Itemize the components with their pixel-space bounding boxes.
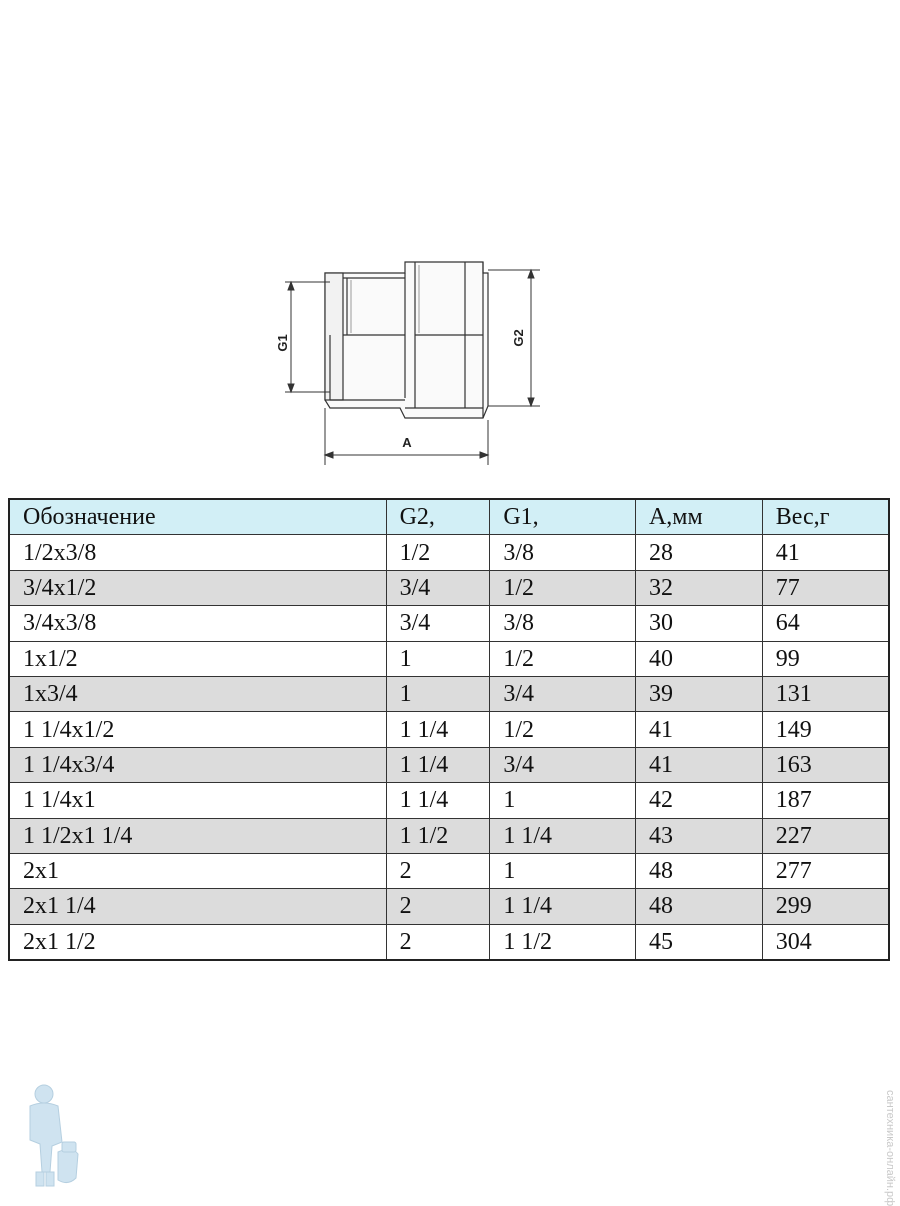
site-watermark: сантехника-онлайн.рф <box>884 1090 896 1206</box>
cell-weight: 131 <box>762 676 889 711</box>
cell-designation: 1/2x3/8 <box>9 535 386 570</box>
cell-g2: 1 <box>386 641 490 676</box>
header-weight: Вес,г <box>762 499 889 535</box>
table-row <box>9 606 889 641</box>
cell-designation: 1 1/4x1 <box>9 783 386 818</box>
cell-g2: 2 <box>386 853 490 888</box>
cell-g1: 1 1/4 <box>490 818 636 853</box>
cell-designation: 3/4x1/2 <box>9 570 386 605</box>
cell-g1: 1/2 <box>490 712 636 747</box>
cell-weight: 187 <box>762 783 889 818</box>
reducing-coupling-schematic <box>255 240 555 480</box>
cell-length: 32 <box>635 570 762 605</box>
g1-dimension <box>285 282 330 392</box>
cell-designation: 1x1/2 <box>9 641 386 676</box>
cell-g1: 3/8 <box>490 535 636 570</box>
header-length: A,мм <box>635 499 762 535</box>
cell-weight: 299 <box>762 889 889 924</box>
cell-g2: 1 1/4 <box>386 712 490 747</box>
cell-weight: 227 <box>762 818 889 853</box>
table-row <box>9 747 889 782</box>
cell-g1: 1 <box>490 853 636 888</box>
cell-g2: 2 <box>386 889 490 924</box>
cell-g2: 1 1/4 <box>386 783 490 818</box>
cell-g1: 1/2 <box>490 641 636 676</box>
cell-g1: 1/2 <box>490 570 636 605</box>
cell-designation: 1 1/2x1 1/4 <box>9 818 386 853</box>
cell-weight: 149 <box>762 712 889 747</box>
cell-g1: 1 <box>490 783 636 818</box>
cell-weight: 77 <box>762 570 889 605</box>
table-row <box>9 535 889 570</box>
cell-g2: 3/4 <box>386 570 490 605</box>
cell-g1: 1 1/4 <box>490 889 636 924</box>
fitting-drawing <box>255 240 555 480</box>
cell-length: 40 <box>635 641 762 676</box>
header-designation: Обозначение <box>9 499 386 535</box>
coupling-body <box>325 262 488 418</box>
cell-weight: 99 <box>762 641 889 676</box>
table-row <box>9 853 889 888</box>
cell-designation: 1 1/4x3/4 <box>9 747 386 782</box>
cell-length: 48 <box>635 853 762 888</box>
cell-g2: 1 <box>386 676 490 711</box>
cell-designation: 2x1 1/2 <box>9 924 386 960</box>
g2-label: G2 <box>511 329 526 347</box>
cell-weight: 304 <box>762 924 889 960</box>
cell-designation: 1x3/4 <box>9 676 386 711</box>
cell-length: 28 <box>635 535 762 570</box>
header-g2: G2, <box>386 499 490 535</box>
plumber-mascot-icon <box>22 1082 82 1190</box>
table-row <box>9 818 889 853</box>
table-row <box>9 783 889 818</box>
cell-g1: 3/4 <box>490 747 636 782</box>
cell-g2: 1 1/2 <box>386 818 490 853</box>
cell-g2: 2 <box>386 924 490 960</box>
cell-designation: 2x1 <box>9 853 386 888</box>
cell-weight: 277 <box>762 853 889 888</box>
cell-designation: 3/4x3/8 <box>9 606 386 641</box>
cell-g1: 3/4 <box>490 676 636 711</box>
cell-length: 45 <box>635 924 762 960</box>
cell-length: 30 <box>635 606 762 641</box>
cell-g1: 3/8 <box>490 606 636 641</box>
cell-length: 39 <box>635 676 762 711</box>
table-row <box>9 676 889 711</box>
cell-length: 41 <box>635 712 762 747</box>
cell-length: 43 <box>635 818 762 853</box>
cell-length: 41 <box>635 747 762 782</box>
header-g1: G1, <box>490 499 636 535</box>
cell-g1: 1 1/2 <box>490 924 636 960</box>
cell-g2: 3/4 <box>386 606 490 641</box>
table-row <box>9 641 889 676</box>
table-row <box>9 712 889 747</box>
cell-designation: 1 1/4x1/2 <box>9 712 386 747</box>
cell-weight: 41 <box>762 535 889 570</box>
cell-weight: 163 <box>762 747 889 782</box>
table-header-row <box>9 499 889 535</box>
g1-label: G1 <box>275 334 290 352</box>
cell-length: 42 <box>635 783 762 818</box>
cell-g2: 1 1/4 <box>386 747 490 782</box>
table-row <box>9 570 889 605</box>
table-row <box>9 924 889 960</box>
cell-designation: 2x1 1/4 <box>9 889 386 924</box>
specification-table <box>8 498 890 961</box>
cell-g2: 1/2 <box>386 535 490 570</box>
a-label: A <box>402 435 412 450</box>
table-body <box>9 535 889 960</box>
cell-length: 48 <box>635 889 762 924</box>
table-row <box>9 889 889 924</box>
cell-weight: 64 <box>762 606 889 641</box>
